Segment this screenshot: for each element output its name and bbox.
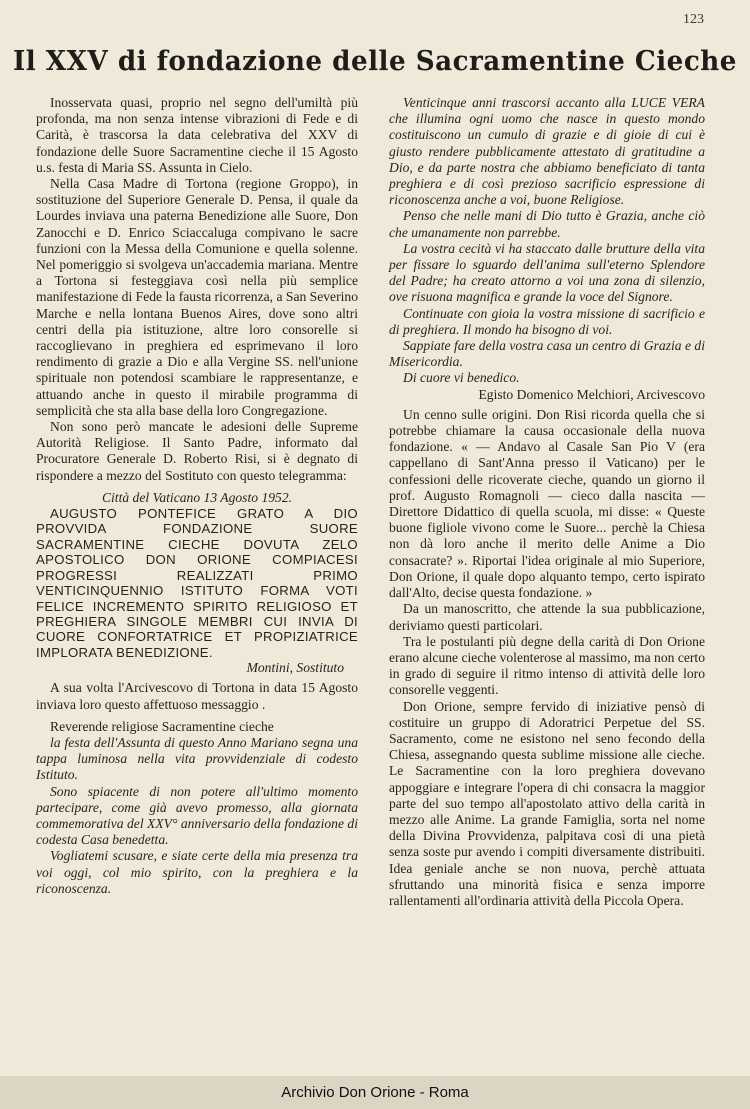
archive-footer: Archivio Don Orione - Roma [0,1076,750,1109]
letter-paragraph: Sappiate fare della vostra casa un centro di Grazia e di Misericordia. [389,338,705,370]
letter-closing: Di cuore vi benedico. [403,370,520,386]
letter-paragraph: la festa dell'Assunta di questo Anno Mariano segna una tappa luminosa nella vita provvidenziale di codesto Istituto. [36,734,358,783]
letter-paragraph: Sono spiacente di non potere all'ultimo momento partecipare, come già avevo promesso, alla giornata commemorativa del XXV° anniversario della fondazione di codesta Casa benedetta. [36,783,358,848]
letter-paragraph: Penso che nelle mani di Dio tutto è Grazia, anche ciò che umanamente non parrebbe. [389,208,705,240]
right-column [389,95,705,909]
paragraph: Inosservata quasi, proprio nel segno dell'umiltà più profonda, ma non senza intense vibrazioni di Fede e di Carità, è trascorsa la data celebrativa del XXV di fondazione delle Suore Sacramentine cieche il 15 Agosto u.s. festa di Maria SS. Assunta in Cielo. [36,95,358,175]
telegram-text: AUGUSTO PONTEFICE GRATO A DIO PROVVIDA FONDAZIONE SUORE SACRAMENTINE CIECHE DOVUTA ZELO APOSTOLICO DON ORIONE COMPIACESI PROGRESSI REALIZZATI PRIMO VENTICINQUENNIO ISTITUTO FORMA VOTI FELICE INCREMENTO SPIRITO RELIGIOSO ET PREGHIERA SINGOLE MEMBRI CUI INVIA DI CUORE CONFORTATRICE ET PROPIZIATRICE IMPLORATA BENEDIZIONE. [36,506,358,660]
telegram-signature: Montini, Sostituto [246,660,344,676]
letter-paragraph: La vostra cecità vi ha staccato dalle brutture della vita per fissare lo sguardo dell'anima sull'eterno Splendore del Padre; ha creato attorno a voi una zona di silenzio, ove risuona magnifica e grande la voce del Signore. [389,240,705,305]
letter-salutation: Reverende religiose Sacramentine cieche [50,718,274,734]
page-number: 123 [683,12,704,27]
paragraph: Don Orione, sempre fervido di iniziative pensò di costituire un gruppo di Adoratrici Perpetue del SS. Sacramento, come ne esistono nel seno fecondo della Chiesa, assegnando questa sublime missione alle cieche. Le Sacramentine con la loro preghiera dovevano appoggiare e integrare l'opera di chi consacra la maggior parte del suo tempo all'apostolato attivo della carità in mezzo alle Anime. La grande Famiglia, sorta nel nome della Divina Provvidenza, palpitava così di una pietà senza soste pur avendo i compiti diversamente distribuiti. Idea geniale anche se non nuova, perchè attuata sfruttando una minorità fisica e senza imporre rallentamenti all'ordinaria attività della Piccola Opera. [389,698,705,908]
paragraph: Un cenno sulle origini. Don Risi ricorda quella che si potrebbe chiamare la causa occasionale della nuova fondazione. « — Andavo al Casale San Pio V (era cappellano di Sant'Anna presso il Vaticano) per le confessioni delle ricoverate cieche, quando un giorno il prof. Augusto Romagnoli — cieco dalla nascita — Direttore Didattico di quella scuola, mi disse: « Queste buone figliole vivono come le Suore... perchè la Chiesa non dà loro anche il merito delle Anime a Dio consacrate? ». Riportai l'idea originale al mio Superiore, Don Orione, il quale dopo alquanto tempo, certo ispirato dall'Alto, decise questa fondazione. » [389,406,705,601]
left-column [36,95,358,897]
paragraph: Non sono però mancate le adesioni delle Supreme Autorità Religiose. Il Santo Padre, informato dal Procuratore Generale D. Roberto Risi, si è degnato di rispondere a mezzo del Sostituto con questo telegramma: [36,419,358,483]
letter-signature: Egisto Domenico Melchiori, Arcivescovo [478,386,705,402]
telegram-dateline: Città del Vaticano 13 Agosto 1952. [101,489,293,505]
paragraph: Tra le postulanti più degne della carità di Don Orione erano alcune cieche volenterose al massimo, ma non certo in grado di seguire il ritmo intenso di attività delle loro consorelle veggenti. [389,633,705,698]
letter-paragraph: Continuate con gioia la vostra missione di sacrificio e di preghiera. Il mondo ha bisogno di voi. [389,305,705,337]
letter-paragraph: Vogliatemi scusare, e siate certe della mia presenza tra voi oggi, col mio spirito, con la preghiera e la riconoscenza. [36,848,358,896]
paragraph: Da un manoscritto, che attende la sua pubblicazione, deriviamo questi particolari. [389,601,705,633]
article-title: Il XXV di fondazione delle Sacramentine Cieche [13,46,737,77]
paragraph: Nella Casa Madre di Tortona (regione Groppo), in sostituzione del Superiore Generale D. Pensa, il quale da Lourdes inviava una paterna Benedizione alle Suore, Don Zanocchi e D. Enrico Sciaccaluga compivano le sacre funzioni con la Messa della Comunione e quella solenne. Nel pomeriggio si svolgeva un'accademia mariana. Mentre a Tortona si festeggiava così nella più semplice manifestazione di Fede la fausta ricorrenza, a San Severino Marche e nella lontana Buenos Aires, dove sono altri centri della pia istituzione, altre loro consorelle si raccoglievano in preghiera ed esprimevano il loro rendimento di grazie a Dio e alla Vergine SS. nell'unione spirituale non potendosi scambiare le rappresentanze, e attuando anche in questo il mirabile programma di semplicità che sta alla base della loro Congregazione. [36,176,358,418]
letter-paragraph: Venticinque anni trascorsi accanto alla LUCE VERA che illumina ogni uomo che nasce in questo mondo costituiscono un cumulo di grazie e di gioie di cui è giusto rendere pubblicamente attestato di gratitudine a Dio, e da parte nostra che abbiamo beneficiato di tanta preghiera e di così prezioso sacrificio espressione di riconoscenza anche a voi, buone Religiose. [389,95,705,208]
paragraph: A sua volta l'Arcivescovo di Tortona in data 15 Agosto inviava loro questo affettuoso messaggio . [36,680,358,712]
